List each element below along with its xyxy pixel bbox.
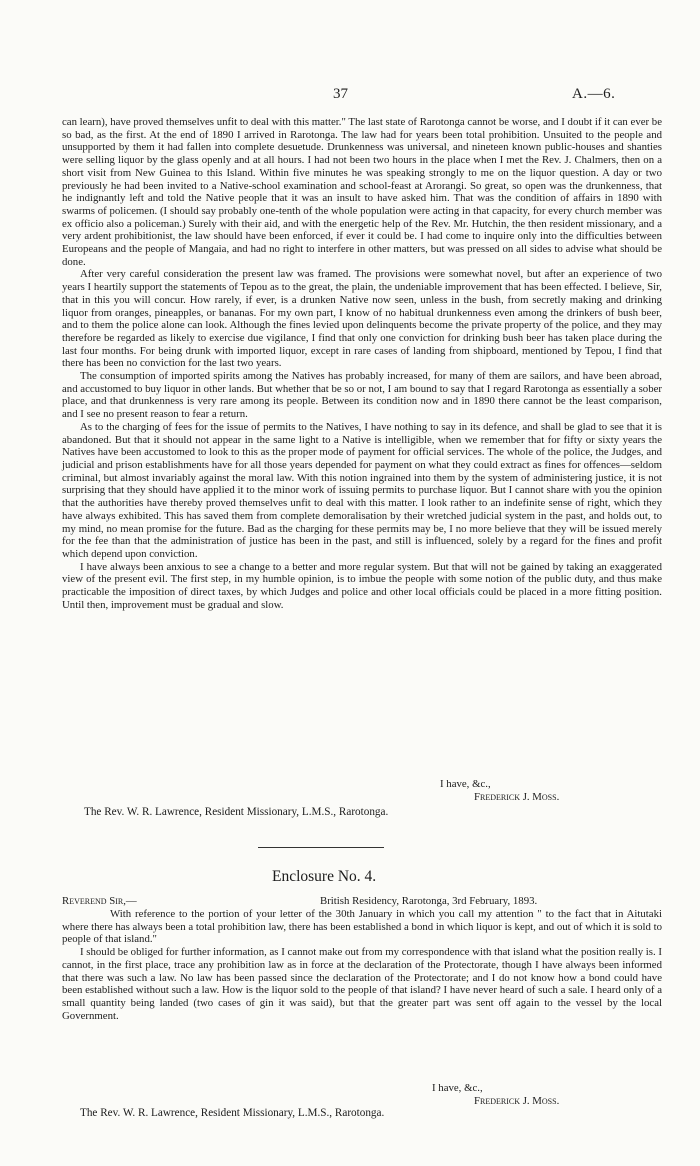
letter-body (62, 116, 662, 611)
paragraph: can learn), have proved themselves unfit to deal with this matter." The last state of Rarotonga cannot be worse, and I doubt if it can ever be so bad, as the first. At the end of 1890 I arrived in Rarotonga. The law had for years been total prohibition. Unsuited to the people and unsupported by them it had fallen into complete desuetude. Drunkenness was universal, and nineteen known public-houses and shanties were selling liquor by the glass openly and at all hours. I had not been two hours in the place when I met the Rev. J. Chalmers, then on a short visit from New Guinea to this Island. Within five minutes he was speaking strongly to me on the liquor question. A day or two previously he had been invited to a Native-school examination and school-feast at Arorangi. So great, so open was the drunkenness, that he indignantly left and told the Native people that it was an insult to have asked him. That was the condition of affairs in 1890 with swarms of policemen. (I should say probably one-tenth of the whole population were acting in that capacity, for every church member was ex officio also a policeman.) Surely with their aid, and with the energetic help of the Rev. Mr. Hutchin, the then resident missionary, and a very ardent prohibitionist, the law should have been enforced, if ever it could be. I had come to inquire only into the difficulties between Europeans and the people of Mangaia, and had no right to interfere in other matters, but was pressed on all sides to advise what should be done. (62, 116, 662, 268)
paragraph: The consumption of imported spirits among the Natives has probably increased, for many of them are sailors, and have been abroad, and accustomed to buy liquor in other lands. But whether that be so or not, I am bound to say that I regard Rarotonga as essentially a sober place, and that drunkenness is very rare among its people. Between its condition now and in 1890 there cannot be the least comparison, and I see no present reason to fear a return. (62, 370, 662, 421)
section-divider (258, 847, 384, 848)
paragraph: With reference to the portion of your letter of the 30th January in which you call my attention " to the fact that in Aitutaki where there has always been a total prohibition law, there has been established a bond in which liquor is kept, and out of which it is sold to people of that island." (62, 908, 662, 946)
dateline: British Residency, Rarotonga, 3rd February, 1893. (320, 895, 538, 907)
paragraph: I should be obliged for further information, as I cannot make out from my correspondence with that island what the position really is. I cannot, in the first place, trace any prohibition law as in force at the declaration of the Protectorate, though I have always been informed that there was such a law. No law has been passed since the declaration of the Protectorate; and I do not know how a bond could have been established without such a law. How is the liquor sold to the people of that island? I have never heard of such a sale. I heard only of a small quantity being landed (two cases of gin it was said), but that the greater part was sent off again to the vessel by the local Government. (62, 946, 662, 1022)
addressee: The Rev. W. R. Lawrence, Resident Missionary, L.M.S., Rarotonga. (84, 806, 389, 818)
enclosure-closing: I have, &c., (432, 1082, 483, 1094)
letter-closing: I have, &c., (440, 778, 491, 790)
enclosure-title: Enclosure No. 4. (272, 868, 377, 885)
paragraph: After very careful consideration the present law was framed. The provisions were somewhat novel, but after an experience of two years I heartily support the statements of Tepou as to the great, the plain, the undeniable improvement that has been effected. I believe, Sir, that in this you will concur. How rarely, if ever, is a drunken Native now seen, unless in the bush, from secretly making and drinking liquor from oranges, pineapples, or bananas. For my own part, I know of no habitual drunkenness even among the drinkers of bush beer, and to them the police alone can look. Although the fines levied upon delinquents become the private property of the police, and they may therefore be regarded as likely to exercise due vigilance, I find that only one conviction for drinking bush beer has taken place during the last four months. For being drunk with imported liquor, except in rare cases of landing from shipboard, mentioned by Tepou, I find that there has been no conviction for the last two years. (62, 268, 662, 370)
enclosure-addressee: The Rev. W. R. Lawrence, Resident Missionary, L.M.S., Rarotonga. (80, 1107, 385, 1119)
enclosure-body (62, 908, 662, 1022)
page-number: 37 (333, 86, 348, 102)
signature: Frederick J. Moss. (474, 791, 560, 803)
paragraph: As to the charging of fees for the issue of permits to the Natives, I have nothing to say in its defence, and shall be glad to see that it is abandoned. But that it should not appear in the same light to a Native is intelligible, when we remember that for fifty or sixty years the Natives have been accustomed to look to this as the proper mode of payment for official services. The whole of the police, the Judges, and judicial and prison establishments have for all those years depended for payment on what they could extract as fines for offences—seldom criminal, but almost invariably against the moral law. With this notion ingrained into them by the system of administering justice, it is not surprising that they should have applied it to the minor work of issuing permits to purchase liquor. But I cannot share with you the opinion that the authorities have thereby proved themselves unfit to deal with this matter. I look rather to an indefinite sense of right, which they have always exhibited. This has saved them from complete demoralisation by their wretched judicial system in the past, and holds out, to my mind, no mean promise for the future. Bad as the charging for these permits may be, I no more believe that they will be issued merely for the fee than that the administration of justice has been in the past, and still is influenced, solely by a regard for the fines and profit which depend upon conviction. (62, 420, 662, 560)
salutation: Reverend Sir,— (62, 895, 137, 907)
document-reference: A.—6. (572, 86, 616, 102)
paragraph: I have always been anxious to see a change to a better and more regular system. But that will not be gained by taking an exaggerated view of the present evil. The first step, in my humble opinion, is to imbue the people with some notion of the public duty, and thus make practicable the imposition of direct taxes, by which Judges and police and other local officials could be placed in a more fitting position. Until then, improvement must be gradual and slow. (62, 560, 662, 611)
enclosure-signature: Frederick J. Moss. (474, 1095, 560, 1107)
